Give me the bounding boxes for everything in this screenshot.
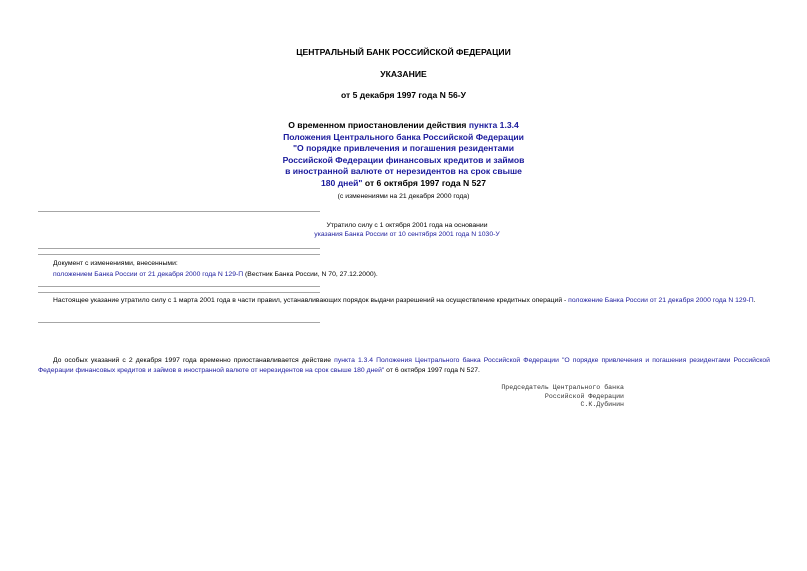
divider <box>38 254 320 255</box>
amendments-link[interactable]: положением Банка России от 21 декабря 2000 года N 129-П <box>53 270 244 278</box>
divider <box>38 286 320 287</box>
divider <box>38 292 320 293</box>
amendments-block <box>53 259 378 280</box>
signature-block <box>501 384 624 410</box>
partial-lapse-text: Настоящее указание утратило силу с 1 марта 2001 года в части правил, устанавливающих порядок выдачи разрешений на осуществление кредитных операций - <box>53 297 569 304</box>
title-link-line-3[interactable]: "О порядке привлечения и погашения резидентами <box>292 143 515 154</box>
divider <box>38 211 320 212</box>
lapsed-basis-link[interactable]: указания Банка России от 10 сентября 2001 года N 1030-У <box>314 231 500 238</box>
lapsed-notice <box>292 221 522 239</box>
partial-lapse-link[interactable]: положение Банка России от 21 декабря 2000 года N 129-П <box>568 297 754 304</box>
divider <box>38 248 320 249</box>
title-link-line-6[interactable]: 180 дней" <box>321 177 363 188</box>
partial-lapse-note <box>38 296 770 306</box>
issuer-heading: ЦЕНТРАЛЬНЫЙ БАНК РОССИЙСКОЙ ФЕДЕРАЦИИ <box>296 47 511 57</box>
amendments-suffix: (Вестник Банка России, N 70, 27.12.2000). <box>243 270 378 278</box>
body-regulation-link[interactable]: пункта 1.3.4 Положения Центрального банка Российской Федерации "О порядке привлечения и погашения резидентами Российской Федерации финансовых кредитов и займов в иностранной валюте от нерезидентов на срок свыше 180 дней" <box>38 357 770 374</box>
title-suffix: от 6 октября 1997 года N 527 <box>362 177 486 188</box>
body-paragraph <box>38 356 770 375</box>
signature-position: Председатель Центрального банка <box>501 384 624 391</box>
title-link-line-5[interactable]: в иностранной валюте от нерезидентов на срок свыше <box>285 166 522 177</box>
body-text: До особых указаний с 2 декабря 1997 года временно приостанавливается действие <box>53 357 335 364</box>
body-end: . <box>478 366 480 374</box>
signature-organization: Российской Федерации <box>544 392 624 400</box>
title-link-line-2[interactable]: Положения Центрального банка Российской Федерации <box>283 131 524 142</box>
title-prefix: О временном приостановлении действия <box>288 120 469 130</box>
divider <box>38 322 320 323</box>
title-link-line-4[interactable]: Российской Федерации финансовых кредитов и займов <box>282 154 525 165</box>
partial-lapse-suffix: . <box>753 297 756 304</box>
signature-name: С.К.Дубинин <box>580 401 624 409</box>
title-link-line-1[interactable]: пункта 1.3.4 <box>468 120 519 130</box>
body-suffix: от 6 октября 1997 года N 527 <box>384 366 479 374</box>
lapsed-text: Утратило силу с 1 октября 2001 года на основании <box>326 222 488 229</box>
document-title <box>0 120 807 190</box>
amendment-note: (с изменениями на 21 декабря 2000 года) <box>337 193 470 200</box>
amendments-label: Документ с изменениями, внесенными: <box>53 260 178 267</box>
document-type-heading: УКАЗАНИЕ <box>380 69 427 79</box>
document-date-number: от 5 декабря 1997 года N 56-У <box>340 90 467 100</box>
